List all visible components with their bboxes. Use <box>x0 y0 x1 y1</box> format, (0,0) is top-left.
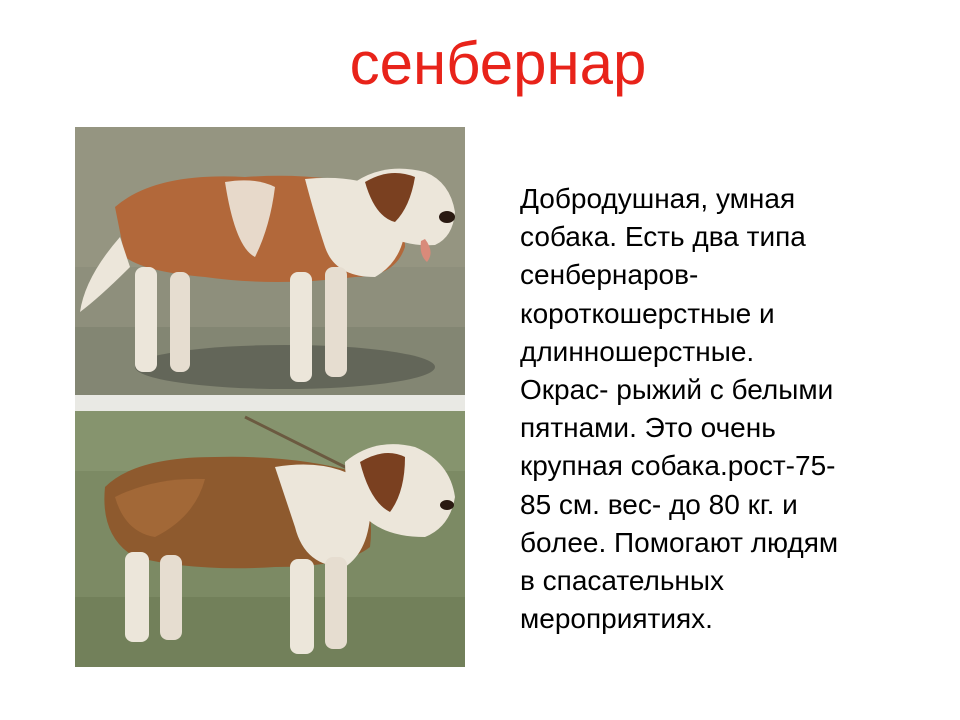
description-line: более. Помогают людям <box>520 526 839 558</box>
description-line: Добродушная, умная <box>520 183 796 214</box>
description-line: собака. Есть два типа <box>520 221 806 253</box>
slide-title: сенбернар <box>349 30 647 97</box>
description-line: длинношерстные. <box>520 335 755 367</box>
st-bernard-photo <box>75 127 465 667</box>
description-line: 85 см. вес- до 80 кг. и <box>520 488 798 520</box>
description-line: сенбернаров- <box>520 259 699 291</box>
description-line: пятнами. Это очень <box>520 412 776 444</box>
description-text <box>520 180 920 638</box>
st-bernard-illustration <box>75 127 465 667</box>
description-line: мероприятиях. <box>520 603 713 635</box>
description-line: крупная собака.рост-75- <box>520 450 836 482</box>
description-line: в спасательных <box>520 565 725 597</box>
description-line: короткошерстные и <box>520 297 775 329</box>
description-line: Окрас- рыжий с белыми <box>520 374 834 406</box>
photo-divider <box>75 395 465 411</box>
